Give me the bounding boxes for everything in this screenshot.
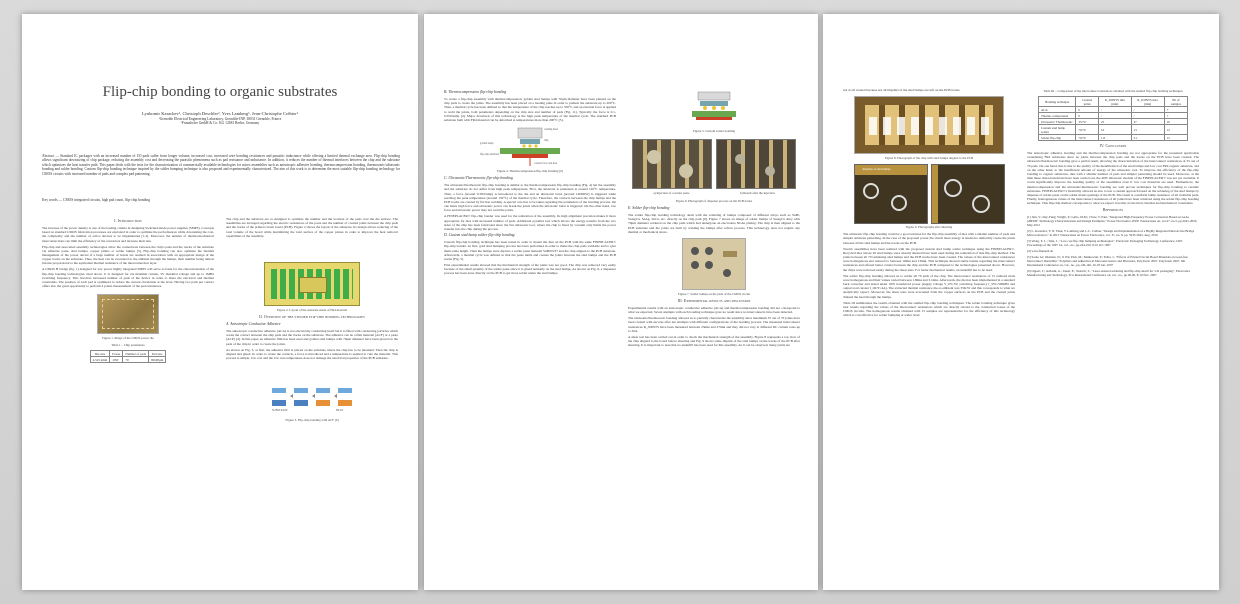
paragraph: The ultrasonic/thermosonic bonding allowed us to partially characterize the assembly since maximum 35 out of 70 joints have been created with success after ten attempts with different configurations of the bonding process. The measured interconnect resistances R_JOINTS have been measured between 25mΩ and 27mΩ and they did not vary at different DC current rates up to 20A. — [628, 316, 800, 333]
diagram-label: SUBSTRATE — [272, 409, 288, 413]
figure-5-custom-solder-diagram — [684, 90, 744, 128]
figure-caption: Figure 2. Layout of the substrate made of FR4 material — [276, 308, 348, 313]
table-caption: Table III – Comparison of the interconnect resistances obtained with the studied flip-chip bonding techniques — [1043, 89, 1183, 93]
reference-item: [6] Oppert, T.; Azdasht, G.; Zakel, E.; Teutsch, T., "Laser assisted soldering and flip-chip attach for 3-D packaging", Electronics Manufacturing and Technology, 31st International Conference on, vol., no., pp.00,00, 8-10 Nov. 2007 — [1027, 268, 1191, 277]
table-caption: Table 1 – Chip parameters — [111, 343, 145, 348]
table-header: Pad size — [148, 351, 165, 357]
paragraph: The anisotropic conductive adhesive (ACA) is not electrically conducting itself but it is filled with conducting particles which create the contact between the chip pads and the tracks on the substrate. The adhesive can be a film material (ACF) or a paste (ACP) [4]. In this paper an adhesive film has been used and golden stud bumps with 70µm diameter have been placed on the pads of the chip in order to create the joints. — [226, 329, 398, 346]
table-header: R_JOINTS max (mΩ) — [1131, 97, 1164, 107]
subfigure-label: a) Injection of a solder paste — [653, 191, 690, 195]
subsection-heading: E. Solder flip-chip bonding — [628, 206, 670, 210]
table-chip-parameters — [90, 350, 167, 363]
page2-right-column — [628, 88, 800, 588]
affiliation-1: ¹Grenoble Electrical Engineering Laboratory, Grenoble-INP, 38031 Grenoble, France — [158, 116, 282, 121]
table-header: R_JOINTS min (mΩ) — [1098, 97, 1131, 107]
section-heading: IV. Conclusion — [1099, 144, 1127, 148]
paragraph: The ultrasonic flip-chip bonding could be a good solution for the flip-chip assembly of dies with a smaller number of pads and simpler substrate patterning. In the case of the proposed power die, much more energy is needed to uniformly create the joints between all the stud bumps and the tracks on the PCB. — [843, 232, 1015, 245]
figure-caption: Figure 7. Solder bumps on the pads of the CMOS circuit — [677, 292, 751, 297]
reference-item: [2] L. Karachev, Y. N. Yuan, Y. Lamberg and J.-C. Crébier, "Design and Implementation of a Highly Integrated Dual Active Bridge Microconverter," in 2015 Transactions on Power Electronics, vol. 31, no. 8, pp. 5633-5645, Aug. 2016 — [1027, 228, 1195, 237]
section-heading: I. Introduction — [114, 219, 142, 223]
table-row: 4.5x5.2mm 10W 70 90x90µm — [90, 357, 166, 363]
keywords: Key words — CMOS integrated circuits, high pad count, flip-chip bonding — [42, 198, 150, 202]
figure-6-dispense-photos — [628, 139, 800, 189]
paragraph: A CMOS H bridge (fig. 1) designed for low power highly integrated SMPS will serve as basis for the characterization of the flip-chip bonding technologies cited above. It is designed for 2A maximal current, 5V maximal voltage and up to 1MHz switching frequency. This involves increased number of pads of the device in order to share the electrical and thermal constraints. The position of each pad is optimized to reduce the current circulation at the level. Having two pads per contact offers also the great opportunity to perform 4 points measurement of the pad resistances. — [42, 267, 214, 289]
paragraph: As shown on Fig. 3, at first, the adhesive film is placed on the substrate where the chip has to be mounted. Then the chip is aligned and glued. In order to create the contacts, a force is introduced and a temperature is applied to cure the material. This process is simple, low cost and the low cure temperature does not damage the electrical properties of the PCB substrate. — [226, 347, 398, 361]
photo-label: Imprints of stud bumps — [862, 167, 891, 172]
diagram-label: HEAT — [336, 409, 344, 413]
table-header: Power — [110, 351, 123, 357]
figure-1-cmos-die — [97, 294, 159, 334]
figure-9-shearing-photos — [843, 164, 1015, 224]
paragraph: Custom flip-chip bonding technique has been tested in order to mount the dies on the PCB with the same FINEPLACER® flip-chip bonder. At first, gold stud bumping process has been performed in order to make the chip pads weldable and to give them some height. Then the bumps were dip into a solder paste material SnPb63/37 and the chip aligned to the PCB substrate. Afterwards, a thermal cycle was defined so that the paste melts and creates the joints between the stud bumps and the PCB tracks (Fig. 5). — [444, 240, 616, 262]
page1-right-column — [226, 217, 398, 589]
page3-right-column — [1027, 88, 1199, 588]
table-row: ACA 0 / / 7 — [1039, 107, 1188, 113]
figure-7-solder-bumps-photo — [682, 238, 746, 290]
thermocompression-illustration — [480, 126, 580, 168]
reference-item: [3] Wong, E. L.; Wen, J., "Low cost flip chip bumping technologies", Electronic Packaging Technology Conference, 1997. Proceedings of the 1997 1st, vol., no., pp.244-250, 8-10 Oct 1997 — [1027, 238, 1184, 247]
subsection-heading: B. Thermocompression flip-chip bonding — [444, 90, 507, 94]
figure-caption: Figure 1. Image of the CMOS power die — [102, 336, 154, 341]
table-comparison — [1038, 96, 1188, 141]
abstract: Abstract — Standard IC packages with an increased number of I/O pads suffer from longer volume, increased cost, increased wire bonding resistances and parasitic inductance while offering a limited thermal exchange area. Flip-chip bonding allows significant downsizing of chip package, reducing the assembly cost and decreasing the parasitic phenomena such as pad resistance and inductance. In addition, it reduces the number of thermal interfaces between the chip and the substrate which optimizes the heat transfer path. This paper deals with the tests for the characterization of commercially available technologies for micro assemblies such as anisotropic adhesive bonding, thermocompression bonding, thermosonic/ultrasonic bonding and solder bonding. Custom flip-chip bonding technique inspired by the solder bumping technique is also proposed and experimentally characterized. The aim of this work is to determine the most suitable flip-chip bonding technology for CMOS circuits with increased number of pads and complex pad patterning. — [42, 154, 400, 176]
table-header: Die size — [90, 351, 110, 357]
table-header: Nb of samples — [1164, 97, 1187, 107]
figure-3-acf-diagram — [270, 380, 354, 416]
figure-8-aligned-chip-photo — [854, 96, 1004, 154]
figure-2-substrate-layout — [264, 262, 360, 306]
paragraph: A shear test has been carried out in order to check the mechanical strength of the assembly. Figure 8 represents a top view of the chip aligned to the board before shearing and Fig. 9 shows some imprint of the stud bumps on the tracks of the PCB after shearing. It is important to note that no underfill has been used for this assembly. As it can be observed, many joints are — [628, 334, 800, 348]
paragraph: Table III summarizes the results obtained with the studied flip-chip bonding techniques. The solder bonding technique gives best results regarding the values of the interconnect resistances which are directly related to the conduction losses of the CMOS circuits. The homogenous results obtained with 15 samples are representative for the efficiency of this technology which is cost effective for solder bumping at wafer level. — [843, 300, 1015, 318]
paragraph: The solder flip-chip bonding technology deals with the soldering of bumps composed of different alloys such as SnPb, SnAgCu, SnAg, SnCu, etc. directly on the chip pads [6]. Figure 7 shows an image of solder bumps of SnAgCu alloy with 70µm diameter soldered on the chip pads which had undergone an electroless Ni/Au plating. The chip is then aligned to the PCB substrate and the joints are built by welding the bumps after reflow process. This technology does not require any thermal or mechanical stress. — [628, 213, 800, 234]
section-heading: References — [1102, 207, 1124, 212]
reference-item: [5] Sarno Gs; Oksman, N.; Ji Wu; Park, M.; Malkowski, P.; Felba, J., "Effects of Printed Circuit Board Materials on Lead-free Interconnect Durability," Polymers and Adhesives in Microelectronics and Photonics, Polytronic 2007. Polytronic 2007. 6th International Conference on, vol., no., pp.140-146, 16-18 Jan. 2007 — [1027, 254, 1188, 267]
author-names: Lyubomir Karachev¹, Christoph Deschler², Yves Lamberg¹, Jean-Christophe Crébier¹ — [141, 111, 299, 116]
diagram-label: chip — [544, 139, 549, 143]
page-1 — [22, 14, 418, 590]
author-block — [42, 111, 398, 126]
paragraph: Twelve assemblies have been realized with the proposed custom stud bump solder technique using the FINEPLACER®. Recycled dies whose 20 stud bumps were already sheared have been used during the realization of this flip-chip method. The joints between all 70 remaining stud bumps and the PCB tracks have been created. The values of the interconnect resistances were homogenous and reduced to between 10mΩ and 13mΩ. This technique showed stable results regarding the interconnect resistances and offered better contact between the chip and the PCB compared to the technologies presented above. However, the chips were removed easily during the shear tests. For better mechanical results, an underfill has to be used. — [843, 246, 1015, 272]
table-row: Solder flip-chip 70/70 1.8 3.1 15 — [1039, 135, 1188, 141]
paragraph: The ultrasonic/thermosonic flip-chip bonding is similar to the thermocompression flip-chip bonding (Fig. 4) but the assembly and the substrate do not suffer from high peak temperature. First, the substrate is preheated at around 120°C temperature. Then, a force (around 0.3N/bump) is introduced to the die and an ultrasonic burst (around 1400mW) is triggered while reaching the peak temperature (around 150°C) of the thermal cycle. Therefore, the contacts between the chip bumps and the PCB tracks are created by friction welding. A special care has to be taken regarding the parameters of the bonding process. On one hand, high force and ultrasonic power can break the joints when the ultrasonic burst is triggered. On the other hand, low force and ultrasonic power may not weld the joints. — [444, 183, 616, 213]
table-header: Created joints — [1076, 97, 1099, 107]
diagram-label: welding head — [544, 128, 558, 132]
paragraph: Experimental results with an anisotropic conductive adhesive (ACA) and thermocompression bonding did not correspond to what we expected. Seven attempts with each bonding technique gave no result since no interconnects have been detected. — [628, 306, 800, 315]
paragraph: The chip and the substrate are co-designed to optimize the number and the location of the pads over the die surface. The assemblies are arranged regarding the electric resistances of the posts and the number of created joints between the chip pads and the tracks of the printed circuit board (PCB). Figure 2 shows the layout of the substrate. Its design allows reducing of the total volume of the board while maximizing the total surface of the copper planes in order to improve the heat removal capabilities of the assembly. — [226, 217, 398, 238]
paragraph: Flip-chip and associated assembly technologies allow the connections between the chip's pads and the tracks of the substrate via adhesive paste, stud bumps, copper pillars or solder bumps [3]. Flip-chip bonding can also optimize the thermal management of the power device if a large number of bonds are realized in association with an appropriate design of the copper tracks on the substrate. Thus, the heat can be evacuated to the ambient through the bumps, their number being almost inverse proportional to the equivalent thermal resistance of the interconnection layer. — [42, 244, 214, 266]
figure-caption: Figure 8. Photograph of the chip with stud bumps aligned to the PCB — [884, 156, 974, 161]
reference-item: [4] www.finetech.de — [1027, 248, 1054, 253]
page3-left-column — [843, 88, 1015, 588]
paragraph: To create a flip-chip assembly with thermocompression, golden stud bumps with 70µm diameter have been planted on the chip pads to create the joints. The assembly has been placed on a heating plate in order to preheat the substrate up to 200°C. Then, a thermal cycle has been defined so that the temperature of the chip reaches up to 350°C and an external force is applied to weld the joints, both parameters depending on the chip size and number of pads (Fig. 11). Typically the force is 0.1-0.5N/bump [4]. Major drawback of this technology is the high peak temperature of the thermal cycle. The standard PCB substrate built with FR4 material can be deformed at temperatures more than 200°C [5]. — [444, 97, 616, 123]
page2-left-column — [444, 88, 616, 588]
page-3 — [823, 14, 1219, 590]
table-header: Bonding technique — [1039, 97, 1076, 107]
paragraph: The increase of the power density is one of the leading criteria in designing Switched-mode power supplies (SMPS). Concepts based on standard CMOS fabrication processes are exploited in order to optimize the performances while downsizing the cost, the complexity and the number of active devices to be implemented [1-2]. Moreover, the number of thermo-mechanical interconnections can limit the efficiency of the converters and increase their size. — [42, 226, 214, 243]
figure-caption: Figure 4. Thermocompression flip-chip bonding [6] — [497, 169, 563, 174]
subsection-heading: D. Custom stud bump solder flip-chip bonding — [444, 233, 515, 238]
subsection-heading: A. Anisotropic Conductive Adhesive — [226, 322, 281, 327]
figure-caption: Figure 6. Photograph of dispense process on the PCB tracks — [675, 199, 753, 203]
diagram-label: golden bump — [480, 142, 494, 146]
diagram-label: flip-chip-substrate — [480, 153, 500, 157]
page-2 — [424, 14, 818, 590]
paragraph: First experimental results showed that the mechanical strength of the joints was not good. The chip was removed very easily because of the small quantity of the solder paste since it is glued naturally on the stud bumps. As shown on Fig. 6, a dispenser process has been done directly on the PCB to get more solder under the stud bumps. — [444, 263, 616, 276]
paragraph: A FINEPLACER® flip-chip bonder was used for the realization of the assembly. Its high alignment precision makes it more appropriate for dies with increased number of pads. Additional pyramid tool which allows the energy transfer from the two sides of the chip has been fabricated since the flat ultrasonic tool, where the chip is fixed by vacuum only limits the power transfer into the chip during the process. — [444, 214, 616, 232]
figure-4-thermocompression-diagram — [480, 126, 580, 168]
paragraph: The anisotropic adhesive bonding and the thermocompression bonding are not appropriate for the presented application considering FR4 substrates since no joints between the chip pads and the tracks on the PCB have been created. The ultrasonic/thermosonic bonding gave a partial result, allowing the characterization of the interconnect resistances of 35 out of 70 pads. On one hand, this is due to the quality of the metallization of the stud bumps and low cost FR4 organic substrate, and on the other hand, to the insufficient amount of energy of the ultrasonic tool. To improve the efficiency of the flip-chip bonding to organic substrates, dies with a smaller number of pads and simpler patterning should be used. Moreover, at the time these characterizations have been carried out, the 40W ultrasonic module of the FINEPLACER® was not yet available. It could significantly improve the bonding quality of the assemblies even if low cost materials are used. Furthermore, the thermocompression and the ultrasonic/thermosonic bonding are well proven techniques for flip-chip bonding to ceramic substrates. FINEPLACER®'s flexibility allowed us also to test a custom approach based on the soldering of the stud bumps by dispense of solder paste on the solder mask openings of the PCB. The result is a uniform bump resistance of all available pads. Finally, homogeneous values of the interconnect resistances of all joints have been achieved using the solder flip-chip bonding technique. This flip-chip method corresponds to what we expect in terms of electrical, thermal and mechanical constraints. — [1027, 151, 1199, 206]
section-heading: II. Overview of the studied flip-chip bonding technologies — [259, 315, 365, 320]
table-header: Number of pads — [123, 351, 149, 357]
affiliation-2: ²Fraunhofer GmbH & Co. KG 12681 Berlin, Germany — [180, 121, 260, 126]
paragraph: not at all created because not all imprints of the stud bumps are left on the PCB tracks. — [843, 88, 961, 92]
table-row: Custom stud bump solder 70/70 10 13 12 — [1039, 125, 1188, 135]
page1-left-column — [42, 217, 214, 589]
reference-item: [1] Jain, V.; Dey-Fung; Wright, P.; Gallo, M.M.; Chow, T. Paul, "Integrated High-Frequency Power Converters Based on GaAs pHEMT: Technology Characterization and Design Examples," Power Electronics, IEEE Transactions on, vol.27, no.5, pp.2641-2659, May 2012 — [1027, 214, 1198, 227]
figure-caption: Figure 9. Photographs after shearing — [905, 225, 953, 230]
table-row: Ultrasonic/ Thermosonic 35/70 25 27 10 — [1039, 119, 1188, 125]
section-heading: III. Experimental results and discussion — [677, 299, 751, 304]
figure-caption: Figure 5. Custom solder bonding — [692, 129, 736, 133]
subsection-heading: C. Ultrasonic/Thermosonic flip-chip bonding — [444, 176, 513, 181]
paragraph: The solder flip-chip bonding allowed us to solder all 70 pads of the chip. The interconnect resistances of 15 realized trials were homogenous and their values varied between 1.8mΩ and 3.1mΩ. Afterwards, the die has been implemented in a standard buck converter and tested under 10W transferred power (supply voltage V_IN=5V, switching frequency f_SW=500kHz and output load current I_OUT=4A). The extracted thermal resistance die-to-ambient was 35K/W and this corresponds to what we analytically expect. Moreover, the shear tests were evacuated from the copper surfaces on the PCB and the created joints drained the heat through the bumps. — [843, 273, 1015, 299]
table-row: Thermo-compression 0 / / 7 — [1039, 113, 1188, 119]
figure-caption: Figure 3. Flip-chip bonding with ACF [6] — [285, 418, 339, 423]
subfigure-label: b) Result after the injection — [739, 191, 775, 195]
custom-solder-illustration — [684, 90, 744, 128]
paper-title: Flip-chip bonding to organic substrates — [102, 84, 338, 100]
diagram-label: counter force and heat — [534, 162, 558, 166]
